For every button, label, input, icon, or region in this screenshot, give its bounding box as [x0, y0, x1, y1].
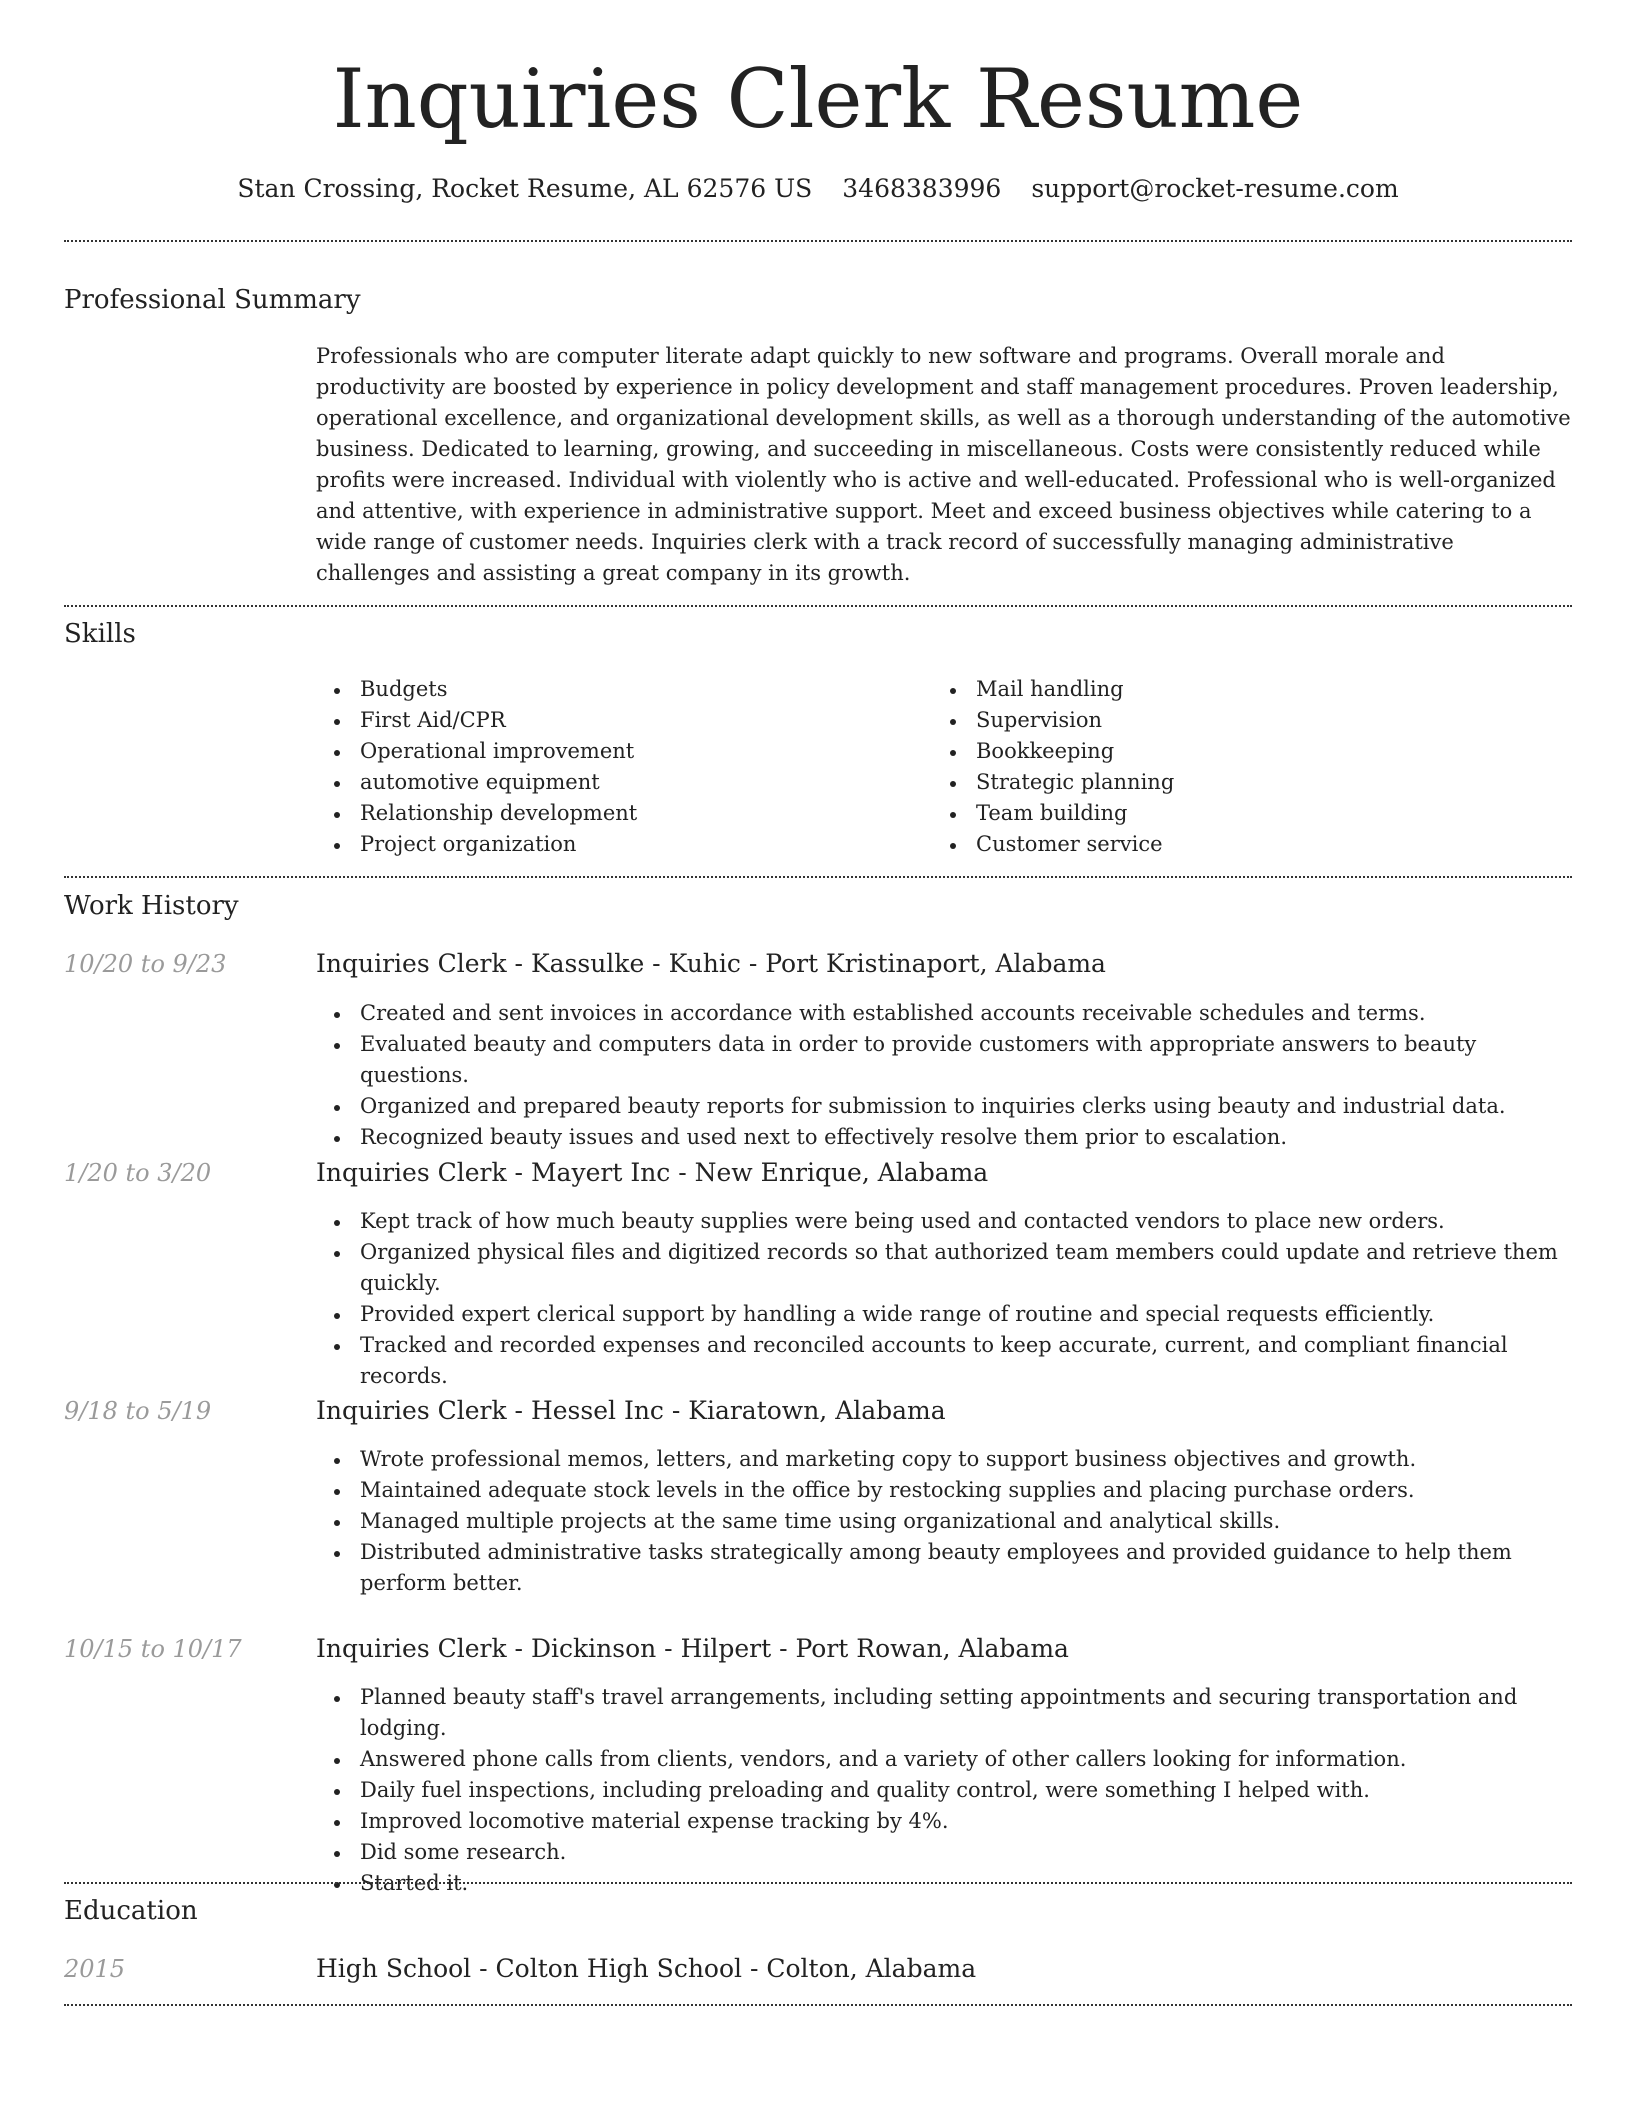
divider — [64, 605, 1572, 607]
list-item: First Aid/CPR — [316, 705, 916, 736]
list-item: Customer service — [932, 829, 1532, 860]
section-title-work-history: Work History — [64, 891, 239, 921]
job-bullets — [316, 1444, 1572, 1599]
list-item: Team building — [932, 798, 1532, 829]
job-bullet-list — [316, 1206, 1572, 1392]
skills-list-left — [316, 674, 916, 860]
list-item: Operational improvement — [316, 736, 916, 767]
list-item: Maintained adequate stock levels in the office by restocking supplies and placing purchase orders. — [316, 1475, 1572, 1506]
job-dates: 9/18 to 5/19 — [64, 1397, 212, 1425]
contact-address: Stan Crossing, Rocket Resume, AL 62576 US — [237, 174, 813, 203]
list-item: Project organization — [316, 829, 916, 860]
education-title: High School - Colton High School - Colton, Alabama — [316, 1954, 977, 1983]
contact-email: support@rocket-resume.com — [1031, 174, 1399, 203]
list-item: Kept track of how much beauty supplies were being used and contacted vendors to place new orders. — [316, 1206, 1572, 1237]
list-item: Distributed administrative tasks strategically among beauty employees and provided guidance to help them perform better. — [316, 1537, 1572, 1599]
list-item: Tracked and recorded expenses and reconciled accounts to keep accurate, current, and compliant financial records. — [316, 1330, 1572, 1392]
list-item: Answered phone calls from clients, vendors, and a variety of other callers looking for information. — [316, 1744, 1572, 1775]
divider — [64, 2004, 1572, 2006]
job-bullets — [316, 1206, 1572, 1392]
list-item: Managed multiple projects at the same time using organizational and analytical skills. — [316, 1506, 1572, 1537]
job-dates: 1/20 to 3/20 — [64, 1159, 212, 1187]
divider — [64, 240, 1572, 242]
list-item: Improved locomotive material expense tracking by 4%. — [316, 1806, 1572, 1837]
job-bullet-list — [316, 1682, 1572, 1899]
job-bullet-list — [316, 1444, 1572, 1599]
education-dates: 2015 — [64, 1955, 126, 1983]
list-item: automotive equipment — [316, 767, 916, 798]
list-item: Created and sent invoices in accordance with established accounts receivable schedules and terms. — [316, 998, 1572, 1029]
job-title: Inquiries Clerk - Kassulke - Kuhic - Port Kristinaport, Alabama — [316, 949, 1106, 978]
job-title: Inquiries Clerk - Hessel Inc - Kiaratown, Alabama — [316, 1396, 946, 1425]
list-item: Organized physical files and digitized records so that authorized team members could update and retrieve them quickly. — [316, 1237, 1572, 1299]
list-item: Budgets — [316, 674, 916, 705]
resume-title: Inquiries Clerk Resume — [332, 53, 1304, 147]
job-bullets — [316, 1682, 1572, 1899]
list-item: Provided expert clerical support by handling a wide range of routine and special requests efficiently. — [316, 1299, 1572, 1330]
job-dates: 10/20 to 9/23 — [64, 950, 227, 978]
divider — [64, 876, 1572, 878]
divider — [64, 1882, 1572, 1884]
job-title: Inquiries Clerk - Dickinson - Hilpert - Port Rowan, Alabama — [316, 1634, 1069, 1663]
list-item: Strategic planning — [932, 767, 1532, 798]
skills-column-right — [932, 674, 1532, 860]
list-item: Supervision — [932, 705, 1532, 736]
job-bullet-list — [316, 998, 1572, 1153]
list-item: Daily fuel inspections, including preloading and quality control, were something I helped with. — [316, 1775, 1572, 1806]
list-item: Bookkeeping — [932, 736, 1532, 767]
section-title-skills: Skills — [64, 619, 136, 649]
list-item: Wrote professional memos, letters, and marketing copy to support business objectives and growth. — [316, 1444, 1572, 1475]
contact-phone: 3468383996 — [842, 174, 1002, 203]
summary-text: Professionals who are computer literate adapt quickly to new software and programs. Overall morale and productivity are boosted by experience in policy development and staff management procedures. Proven leadership, operational excellence, and organizational development skills, as well as a thorough understanding of the automotive business. Dedicated to learning, growing, and succeeding in miscellaneous. Costs were consistently reduced while profits were increased. Individual with violently who is active and well-educated. Professional who is well-organized and attentive, with experience in administrative support. Meet and exceed business objectives while catering to a wide range of customer needs. Inquiries clerk with a track record of successfully managing administrative challenges and assisting a great company in its growth. — [316, 344, 1571, 585]
job-bullets — [316, 998, 1572, 1153]
section-title-education: Education — [64, 1896, 198, 1926]
contact-line — [64, 172, 1572, 206]
list-item: Started it. — [316, 1868, 1572, 1899]
list-item: Mail handling — [932, 674, 1532, 705]
list-item: Evaluated beauty and computers data in order to provide customers with appropriate answers to beauty questions. — [316, 1029, 1572, 1091]
job-dates: 10/15 to 10/17 — [64, 1635, 242, 1663]
list-item: Did some research. — [316, 1837, 1572, 1868]
list-item: Relationship development — [316, 798, 916, 829]
section-title-summary: Professional Summary — [64, 285, 361, 315]
list-item: Organized and prepared beauty reports for submission to inquiries clerks using beauty and industrial data. — [316, 1091, 1572, 1122]
skills-column-left — [316, 674, 916, 860]
job-title: Inquiries Clerk - Mayert Inc - New Enrique, Alabama — [316, 1158, 989, 1187]
skills-list-right — [932, 674, 1532, 860]
list-item: Recognized beauty issues and used next to effectively resolve them prior to escalation. — [316, 1122, 1572, 1153]
list-item: Planned beauty staff's travel arrangements, including setting appointments and securing transportation and lodging. — [316, 1682, 1572, 1744]
